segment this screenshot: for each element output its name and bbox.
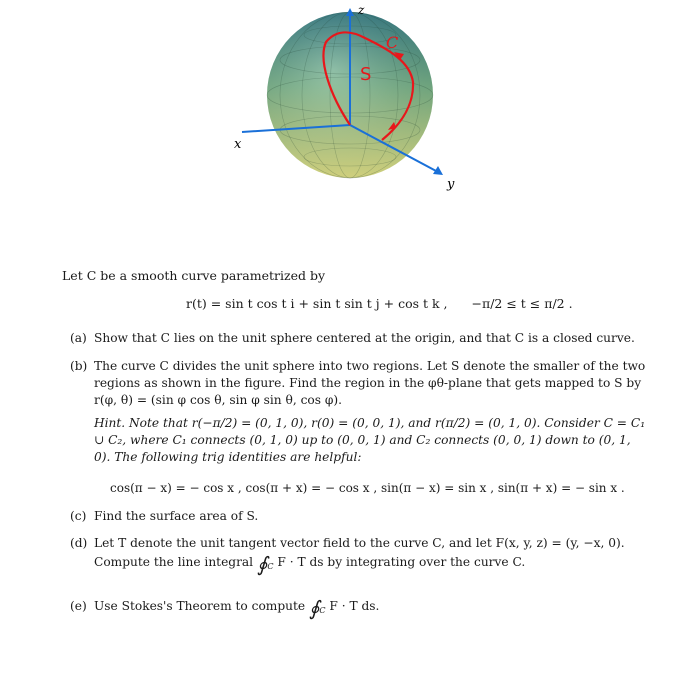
part-c-text: Find the surface area of S. (94, 509, 259, 523)
part-d-by: by integrating over the curve C. (327, 555, 526, 569)
x-axis-label: x (234, 137, 242, 152)
z-axis-label: z (358, 3, 365, 17)
part-e-label: (e) (70, 599, 87, 613)
part-d-line2 (94, 554, 650, 575)
sphere-figure (200, 0, 500, 200)
parametrization-equation (186, 296, 573, 311)
part-e-text: Use Stokes's Theorem to compute (94, 599, 306, 613)
parameter-range: −π/2 ≤ t ≤ π/2 . (471, 296, 573, 311)
contour-integral-icon-2: ∮ (309, 596, 320, 620)
part-b-hint: Hint. Note that r(−π/2) = (0, 1, 0), r(0) = (0, 0, 1), and r(π/2) = (0, 1, 0). Consider C = C₁ ∪ C₂, where C₁ connects (0, 1, 0) up to (0, 0, 1) and C₂ connects (0, 0, 1) down to (0, 1, 0). The following trig identities are helpful: (94, 416, 646, 464)
contour-subscript-2: C (319, 606, 326, 615)
part-b-label: (b) (70, 359, 88, 373)
part-d (70, 535, 650, 575)
part-b (70, 358, 650, 497)
intro-text: Let C be a smooth curve parametrized by (62, 268, 326, 283)
equation: r(t) = sin t cos t i + sin t sin t j + cos t k , (186, 296, 448, 311)
part-a-label: (a) (70, 331, 87, 345)
part-e-line (94, 598, 650, 619)
part-d-integrand: F · T ds (277, 555, 324, 569)
part-c (70, 508, 650, 525)
curve-c-label: C (386, 33, 399, 52)
part-d-label: (d) (70, 536, 88, 550)
surface-s-label: S (360, 64, 372, 85)
part-d-compute: Compute the line integral (94, 555, 254, 569)
part-d-text: Let T denote the unit tangent vector field to the curve C, and let F(x, y, z) = (y, −x, 0). (94, 536, 625, 550)
part-a-text: Show that C lies on the unit sphere centered at the origin, and that C is a closed curve. (94, 331, 635, 345)
sphere-diagram (200, 0, 500, 200)
y-axis-label: y (447, 177, 455, 192)
trig-identities: cos(π − x) = − cos x , cos(π + x) = − cos x , sin(π − x) = sin x , sin(π + x) = − sin x . (110, 481, 625, 495)
part-e-integrand: F · T ds. (329, 599, 380, 613)
contour-subscript: C (267, 562, 274, 571)
part-a (70, 330, 650, 347)
part-e (70, 598, 650, 619)
part-b-text: The curve C divides the unit sphere into two regions. Let S denote the smaller of the two regions as shown in the figure. Find the region in the φθ-plane that gets mapped to S by r(φ, θ) = (sin φ cos θ, sin φ sin θ, cos φ). (94, 359, 646, 407)
contour-integral-icon: ∮ (256, 552, 268, 576)
part-c-label: (c) (70, 509, 87, 523)
